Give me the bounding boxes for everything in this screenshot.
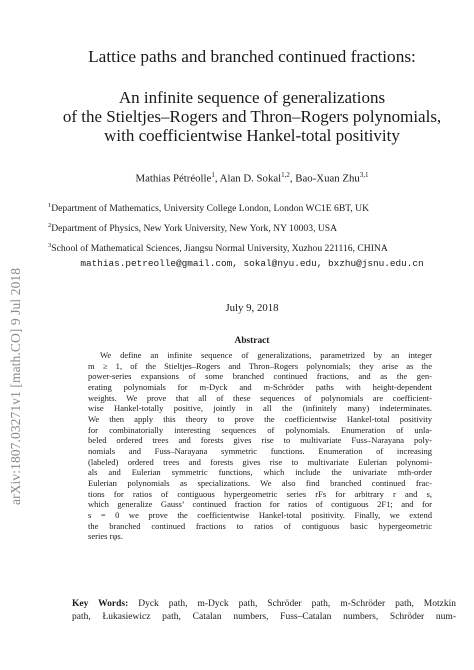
keywords-line: path, Łukasiewicz path, Catalan numbers, Fuss–Catalan numbers, Schröder num- (72, 612, 456, 622)
subtitle-line: of the Stieltjes–Rogers and Thron–Rogers polynomials, (62, 107, 442, 126)
paper-title: Lattice paths and branched continued fractions: (88, 47, 416, 66)
abstract-line: wise Hankel-totally positive, jointly in all the (infinitely many) indeterminates. (88, 403, 432, 414)
abstract-line: series rφs. (88, 531, 123, 542)
subtitle-line: with coefficientwise Hankel-total positivity (104, 126, 400, 145)
abstract-line: erating polynomials for m-Dyck and m-Schröder paths with height-dependent (88, 381, 432, 392)
author-list: Mathias Pétréolle$^1$, Alan D. Sokal$^{1,2}$, Bao-Xuan Zhu$^{3,1}$ (135, 171, 369, 185)
author-affil-mark: 1 (211, 171, 215, 179)
abstract-body (88, 350, 432, 542)
abstract-line: We then apply this theory to prove the coefficientwise Hankel-total positivity (88, 413, 432, 424)
keywords-section (72, 598, 456, 624)
abstract-line: for combinatorially interesting sequences of polynomials. Enumeration of unla- (88, 424, 432, 435)
affiliation: $^2$Department of Physics, New York University, New York, NY 10003, USA (48, 222, 338, 235)
abstract-line: We define an infinite sequence of generalizations, parametrized by an integer (100, 350, 432, 360)
paper-subtitle (40, 88, 464, 145)
affiliation-list (48, 197, 464, 258)
abstract-line: tions for ratios of contiguous hypergeometric series rFs for arbitrary r and s, (88, 488, 432, 499)
abstract-heading: Abstract (234, 336, 270, 346)
abstract-line: power-series expansions of some branched continued fractions, and as the gen- (88, 371, 432, 382)
affiliation: $^1$Department of Mathematics, University College London, London WC1E 6BT, UK (48, 202, 370, 215)
keywords-line (72, 598, 456, 611)
author-affil-mark: 1,2 (281, 171, 290, 179)
affiliation: $^3$School of Mathematical Sciences, Jiangsu Normal University, Xuzhou 221116, CHINA (48, 242, 388, 255)
subtitle-line: An infinite sequence of generalizations (118, 88, 386, 107)
abstract-line: m ≥ 1, of the Stieltjes–Rogers and Thron–Rogers polynomials; they arise as the (88, 360, 432, 371)
keywords-text: Dyck path, m-Dyck path, Schröder path, m-Schröder path, Motzkin (138, 599, 456, 609)
paper-date: July 9, 2018 (225, 302, 279, 314)
arxiv-identifier: arXiv:1807.03271v1 [math.CO] 9 Jul 2018 (8, 267, 23, 505)
author-name: Alan D. Sokal (219, 172, 282, 185)
abstract-line: (labeled) ordered trees and forests gives rise to multivariate Eulerian polynomi- (88, 456, 432, 467)
abstract-line: s = 0 we prove the coefficientwise Hankel-total positivity. Finally, we extend (88, 509, 432, 520)
abstract-line: which generalize Gauss’ continued fraction for ratios of contiguous 2F1; and for (88, 499, 432, 510)
author-affil-mark: 3,1 (359, 171, 369, 179)
keywords-label: Key Words: (72, 599, 129, 609)
abstract-line: Eulerian polynomials as specializations. We also find branched continued frac- (88, 477, 432, 488)
author-name: Bao-Xuan Zhu (295, 172, 360, 185)
abstract-line: the branched continued fractions to ratios of contiguous basic hypergeometric (88, 520, 432, 531)
abstract-line: nomials and Fuss–Narayana symmetric functions. Enumeration of increasing (88, 445, 432, 456)
abstract-line: als and Eulerian symmetric functions, which include the univariate mth-order (88, 467, 432, 478)
abstract-line: beled ordered trees and forests gives rise to multivariate Fuss–Narayana poly- (88, 435, 432, 446)
author-name: Mathias Pétréolle (135, 172, 212, 185)
abstract-line: weights. We prove that all of these sequences of polynomials are coefficient- (88, 392, 432, 403)
author-emails: mathias.petreolle@gmail.com, sokal@nyu.edu, bxzhu@jsnu.edu.cn (80, 258, 424, 269)
